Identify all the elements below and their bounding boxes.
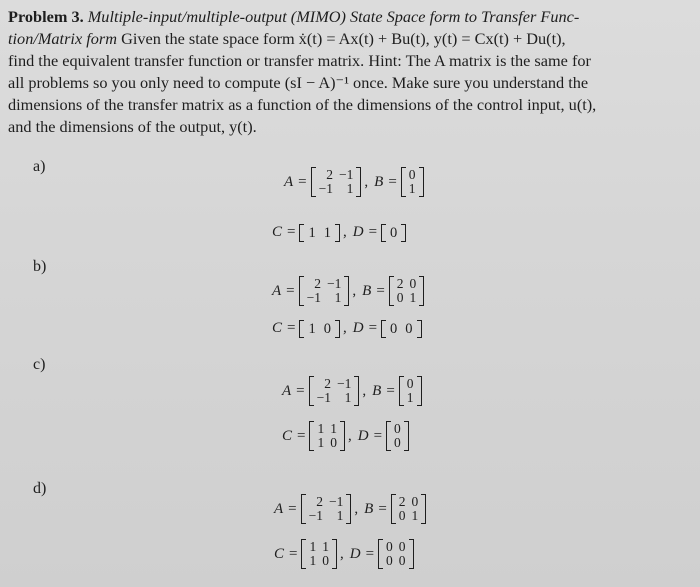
matrix-entry: −1 xyxy=(337,376,352,391)
part-c-ab-equation xyxy=(280,377,423,405)
matrix-b xyxy=(389,277,425,305)
matrix-entry: 1 xyxy=(309,539,317,554)
matrix-entry: 0 xyxy=(409,276,417,291)
equals-sign: = xyxy=(296,382,305,399)
part-b-cd-equation xyxy=(270,320,423,337)
matrix-entry: −1 xyxy=(329,494,344,509)
matrix-entry: −1 xyxy=(306,290,322,305)
matrix-entry: 1 xyxy=(330,421,337,436)
equals-sign: = xyxy=(388,173,397,190)
problem-statement xyxy=(8,6,692,138)
equals-sign: = xyxy=(297,427,306,444)
equals-sign: = xyxy=(298,173,307,190)
equals-sign: = xyxy=(378,500,387,517)
problem-line-2 xyxy=(8,28,692,50)
comma-separator: , xyxy=(352,282,357,299)
problem-title-continued: tion/Matrix form xyxy=(8,29,117,48)
matrix-symbol-c: C xyxy=(272,224,283,240)
matrix-symbol-c: C xyxy=(282,427,293,444)
matrix-entry: 2 xyxy=(314,276,322,291)
problem-line-6: and the dimensions of the output, y(t). xyxy=(8,117,257,136)
comma-separator: , xyxy=(364,173,369,190)
matrix-entry: −1 xyxy=(339,167,354,182)
matrix-symbol-a: A xyxy=(284,173,294,190)
comma-separator: , xyxy=(354,500,359,517)
matrix-entry: 0 xyxy=(396,290,404,305)
matrix-a xyxy=(299,277,350,305)
matrix-entry: 0 xyxy=(390,224,398,241)
problem-number: Problem 3. xyxy=(8,7,84,26)
comma-separator: , xyxy=(362,382,367,399)
matrix-entry: 0 xyxy=(405,320,413,337)
matrix-d xyxy=(378,540,414,568)
part-d-ab-equation xyxy=(272,495,427,523)
equals-sign: = xyxy=(368,320,378,336)
part-label-d: d) xyxy=(33,480,47,497)
problem-line-2-text: Given the state space form ẋ(t) = Ax(t) + Bu(t), y(t) = Cx(t) + Du(t), xyxy=(117,29,566,48)
part-b-ab-equation xyxy=(270,277,425,305)
problem-line-4: all problems so you only need to compute (sI − A)⁻¹ once. Make sure you understand the xyxy=(8,73,589,92)
comma-separator: , xyxy=(342,224,347,240)
matrix-entry: 0 xyxy=(386,553,393,568)
problem-line-5: dimensions of the transfer matrix as a function of the dimensions of the control input, u(t), xyxy=(8,95,597,114)
matrix-entry: 0 xyxy=(398,553,406,568)
matrix-symbol-b: B xyxy=(362,282,372,299)
part-label-b: b) xyxy=(33,258,47,275)
equals-sign: = xyxy=(368,224,378,240)
matrix-entry: 1 xyxy=(336,508,344,523)
comma-separator: , xyxy=(342,320,347,336)
matrix-symbol-a: A xyxy=(272,282,282,299)
matrix-entry: −1 xyxy=(327,276,342,291)
matrix-entry: 0 xyxy=(398,539,406,554)
matrix-d xyxy=(386,422,409,450)
problem-line-3: find the equivalent transfer function or transfer matrix. Hint: The A matrix is the same for xyxy=(8,51,591,70)
part-a-cd-equation xyxy=(270,224,407,241)
matrix-a xyxy=(311,168,362,196)
matrix-entry: 2 xyxy=(324,376,332,391)
matrix-entry: 1 xyxy=(308,320,316,337)
equals-sign: = xyxy=(386,382,395,399)
matrix-entry: 0 xyxy=(394,421,401,436)
comma-separator: , xyxy=(339,545,344,562)
matrix-entry: 0 xyxy=(390,320,398,337)
matrix-entry: 1 xyxy=(317,421,325,436)
matrix-entry: 1 xyxy=(322,539,329,554)
matrix-b xyxy=(401,168,424,196)
matrix-entry: 1 xyxy=(409,290,417,305)
matrix-entry: 0 xyxy=(323,320,331,337)
matrix-entry: 0 xyxy=(406,376,414,391)
matrix-b xyxy=(391,495,427,523)
equals-sign: = xyxy=(287,320,296,336)
matrix-symbol-a: A xyxy=(274,500,284,517)
matrix-symbol-c: C xyxy=(274,545,285,562)
equals-sign: = xyxy=(287,224,296,240)
matrix-entry: −1 xyxy=(308,508,324,523)
matrix-c xyxy=(301,540,337,568)
matrix-symbol-a: A xyxy=(282,382,292,399)
matrix-entry: 1 xyxy=(408,181,416,196)
matrix-entry: 0 xyxy=(398,508,406,523)
matrix-symbol-d: D xyxy=(352,320,364,336)
matrix-entry: 1 xyxy=(309,553,317,568)
problem-title: Multiple-input/multiple-output (MIMO) State Space form to Transfer Func- xyxy=(87,7,580,26)
matrix-entry: 1 xyxy=(323,224,331,241)
matrix-c xyxy=(309,422,345,450)
part-label-c: c) xyxy=(33,356,46,373)
matrix-entry: 1 xyxy=(406,390,414,405)
matrix-d xyxy=(381,225,406,241)
matrix-entry: 0 xyxy=(411,494,419,509)
matrix-entry: 2 xyxy=(396,276,404,291)
matrix-c xyxy=(299,321,340,337)
part-d-cd-equation xyxy=(272,540,415,568)
matrix-symbol-d: D xyxy=(357,427,369,444)
part-label-a: a) xyxy=(33,158,46,175)
matrix-symbol-c: C xyxy=(272,320,283,336)
matrix-symbol-b: B xyxy=(372,382,382,399)
part-a-ab-equation xyxy=(282,168,425,196)
matrix-symbol-b: B xyxy=(374,173,384,190)
matrix-entry: −1 xyxy=(316,390,332,405)
equals-sign: = xyxy=(373,427,383,444)
matrix-a xyxy=(301,495,352,523)
matrix-entry: 0 xyxy=(322,553,329,568)
matrix-entry: 2 xyxy=(326,167,334,182)
comma-separator: , xyxy=(347,427,352,444)
matrix-b xyxy=(399,377,422,405)
matrix-entry: 0 xyxy=(386,539,393,554)
equals-sign: = xyxy=(288,500,297,517)
matrix-entry: 1 xyxy=(308,224,316,241)
matrix-symbol-b: B xyxy=(364,500,374,517)
equals-sign: = xyxy=(286,282,295,299)
matrix-symbol-d: D xyxy=(349,545,361,562)
matrix-entry: 1 xyxy=(411,508,419,523)
matrix-entry: 0 xyxy=(394,435,401,450)
matrix-entry: 0 xyxy=(408,167,416,182)
matrix-entry: 1 xyxy=(344,390,352,405)
equals-sign: = xyxy=(289,545,298,562)
matrix-c xyxy=(299,225,340,241)
matrix-a xyxy=(309,377,360,405)
matrix-entry: 2 xyxy=(316,494,324,509)
matrix-entry: 1 xyxy=(317,435,325,450)
matrix-entry: 2 xyxy=(398,494,406,509)
problem-line-1 xyxy=(8,6,692,28)
matrix-entry: −1 xyxy=(318,181,334,196)
part-c-cd-equation xyxy=(280,422,410,450)
matrix-entry: 1 xyxy=(346,181,354,196)
equals-sign: = xyxy=(365,545,375,562)
equals-sign: = xyxy=(376,282,385,299)
matrix-symbol-d: D xyxy=(352,224,364,240)
matrix-entry: 0 xyxy=(330,435,337,450)
matrix-entry: 1 xyxy=(334,290,342,305)
matrix-d xyxy=(381,321,422,337)
